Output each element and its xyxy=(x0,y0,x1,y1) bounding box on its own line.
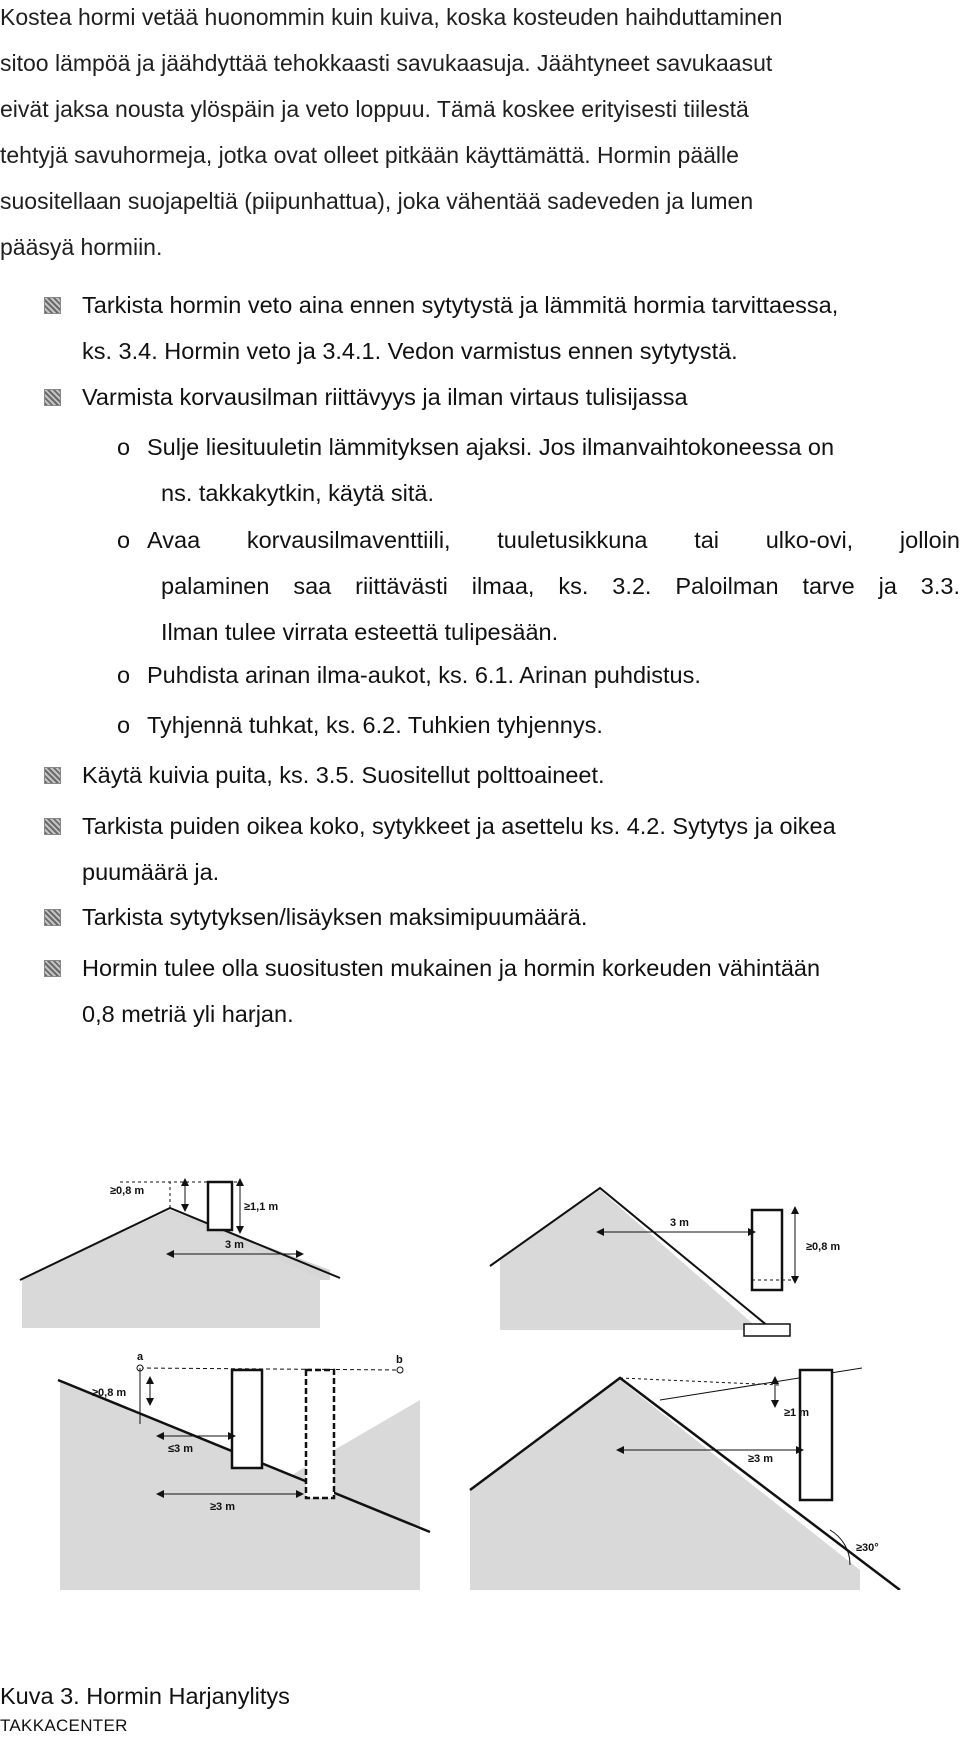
circle-bullet-icon: o xyxy=(117,662,131,688)
sub-list-item xyxy=(117,424,960,516)
sub-list-item-text xyxy=(117,424,960,516)
list-item xyxy=(44,803,960,895)
circle-bullet-icon: o xyxy=(117,434,131,460)
sub-list-item-line: ns. takkakytkin, käytä sitä. xyxy=(161,480,434,506)
footer-brand: TAKKACENTER xyxy=(0,1716,128,1735)
figure-caption: Kuva 3. Hormin Harjanylitys xyxy=(0,1683,290,1709)
dimension-label: ≥3 m xyxy=(210,1501,235,1513)
intro-line: pääsyä hormiin. xyxy=(0,234,163,260)
square-bullet-icon xyxy=(44,767,61,784)
sub-list-item-line: Avaa korvausilmaventtiili, tuuletusikkuna tai ulko-ovi, jolloin xyxy=(147,527,960,553)
list-item xyxy=(44,945,960,1037)
sub-list-item-line: Sulje liesituuletin lämmityksen ajaksi. Jos ilmanvaihtokoneessa on xyxy=(147,434,835,460)
dimension-label: ≥0,8 m xyxy=(110,1185,145,1197)
diagram-mono-roof-chimneys xyxy=(58,1351,430,1590)
intro-line: tehtyjä savuhormeja, jotka ovat olleet pitkään käyttämättä. Hormin päälle xyxy=(0,142,739,168)
sub-list-item-line: Ilman tulee virrata esteettä tulipesään. xyxy=(161,619,559,645)
sub-list-item-text xyxy=(117,517,960,655)
intro-line: Kostea hormi vetää huonommin kuin kuiva, koska kosteuden haihduttaminen xyxy=(0,4,783,30)
list-item-text xyxy=(44,945,960,1037)
list-item-text xyxy=(44,803,960,895)
diagram-gable-roof-angle xyxy=(470,1368,900,1590)
square-bullet-icon xyxy=(44,960,61,977)
dimension-label: ≥1 m xyxy=(784,1407,809,1419)
intro-line: suositellaan suojapeltiä (piipunhattua), joka vähentää sadeveden ja lumen xyxy=(0,188,754,214)
sub-list-item-text: Puhdista arinan ilma-aukot, ks. 6.1. Arinan puhdistus. xyxy=(147,662,701,688)
list-item-line: Tarkista puiden oikea koko, sytykkeet ja asettelu ks. 4.2. Sytytys ja oikea xyxy=(82,813,836,839)
dimension-label: ≥0,8 m xyxy=(92,1387,127,1399)
square-bullet-icon xyxy=(44,297,61,314)
list-item-line: Tarkista hormin veto aina ennen sytytystä ja lämmitä hormia tarvittaessa, xyxy=(82,292,839,318)
list-item xyxy=(44,894,960,940)
sub-list-item-line: palaminen saa riittävästi ilmaa, ks. 3.2. Paloilman tarve ja 3.3. xyxy=(161,573,960,599)
chimney-diagrams xyxy=(0,1170,960,1590)
list-item-line: 0,8 metriä yli harjan. xyxy=(82,1001,294,1027)
dimension-label: 3 m xyxy=(670,1217,689,1229)
square-bullet-icon xyxy=(44,389,61,406)
list-item-text: Tarkista sytytyksen/lisäyksen maksimipuumäärä. xyxy=(82,904,588,930)
point-label: b xyxy=(396,1354,403,1366)
sub-list-item xyxy=(117,517,960,655)
intro-line: eivät jaksa nousta ylöspäin ja veto loppuu. Tämä koskee erityisesti tiilestä xyxy=(0,96,749,122)
dimension-label: 3 m xyxy=(225,1239,244,1251)
list-item-text: Varmista korvausilman riittävyys ja ilman virtaus tulisijassa xyxy=(82,384,688,410)
list-item xyxy=(44,374,960,420)
list-item xyxy=(44,282,960,374)
sub-list-item-text: Tyhjennä tuhkat, ks. 6.2. Tuhkien tyhjennys. xyxy=(147,712,603,738)
diagram-steep-roof-chimney xyxy=(490,1188,840,1336)
dimension-label: ≥0,8 m xyxy=(806,1241,841,1253)
dimension-label: ≥1,1 m xyxy=(244,1201,279,1213)
list-item-text: Käytä kuivia puita, ks. 3.5. Suositellut polttoaineet. xyxy=(82,762,605,788)
list-item-line: ks. 3.4. Hormin veto ja 3.4.1. Vedon varmistus ennen sytytystä. xyxy=(82,338,738,364)
circle-bullet-icon: o xyxy=(117,712,131,738)
intro-paragraph xyxy=(0,0,960,270)
dimension-label: ≤3 m xyxy=(168,1443,193,1455)
list-item-line: puumäärä ja. xyxy=(82,859,220,885)
chimney-height-figure xyxy=(0,1170,960,1590)
square-bullet-icon xyxy=(44,818,61,835)
angle-label: ≥30° xyxy=(856,1542,879,1554)
dimension-label: ≥3 m xyxy=(748,1453,773,1465)
sub-list-item xyxy=(117,652,960,698)
list-item-text xyxy=(44,282,960,374)
square-bullet-icon xyxy=(44,909,61,926)
sub-list-item xyxy=(117,702,960,748)
list-item xyxy=(44,752,960,798)
intro-line: sitoo lämpöä ja jäähdyttää tehokkaasti savukaasuja. Jäähtyneet savukaasut xyxy=(0,50,773,76)
list-item-line: Hormin tulee olla suositusten mukainen ja hormin korkeuden vähintään xyxy=(82,955,821,981)
point-label: a xyxy=(137,1351,144,1363)
diagram-low-roof-chimney xyxy=(20,1182,340,1328)
circle-bullet-icon: o xyxy=(117,527,131,553)
